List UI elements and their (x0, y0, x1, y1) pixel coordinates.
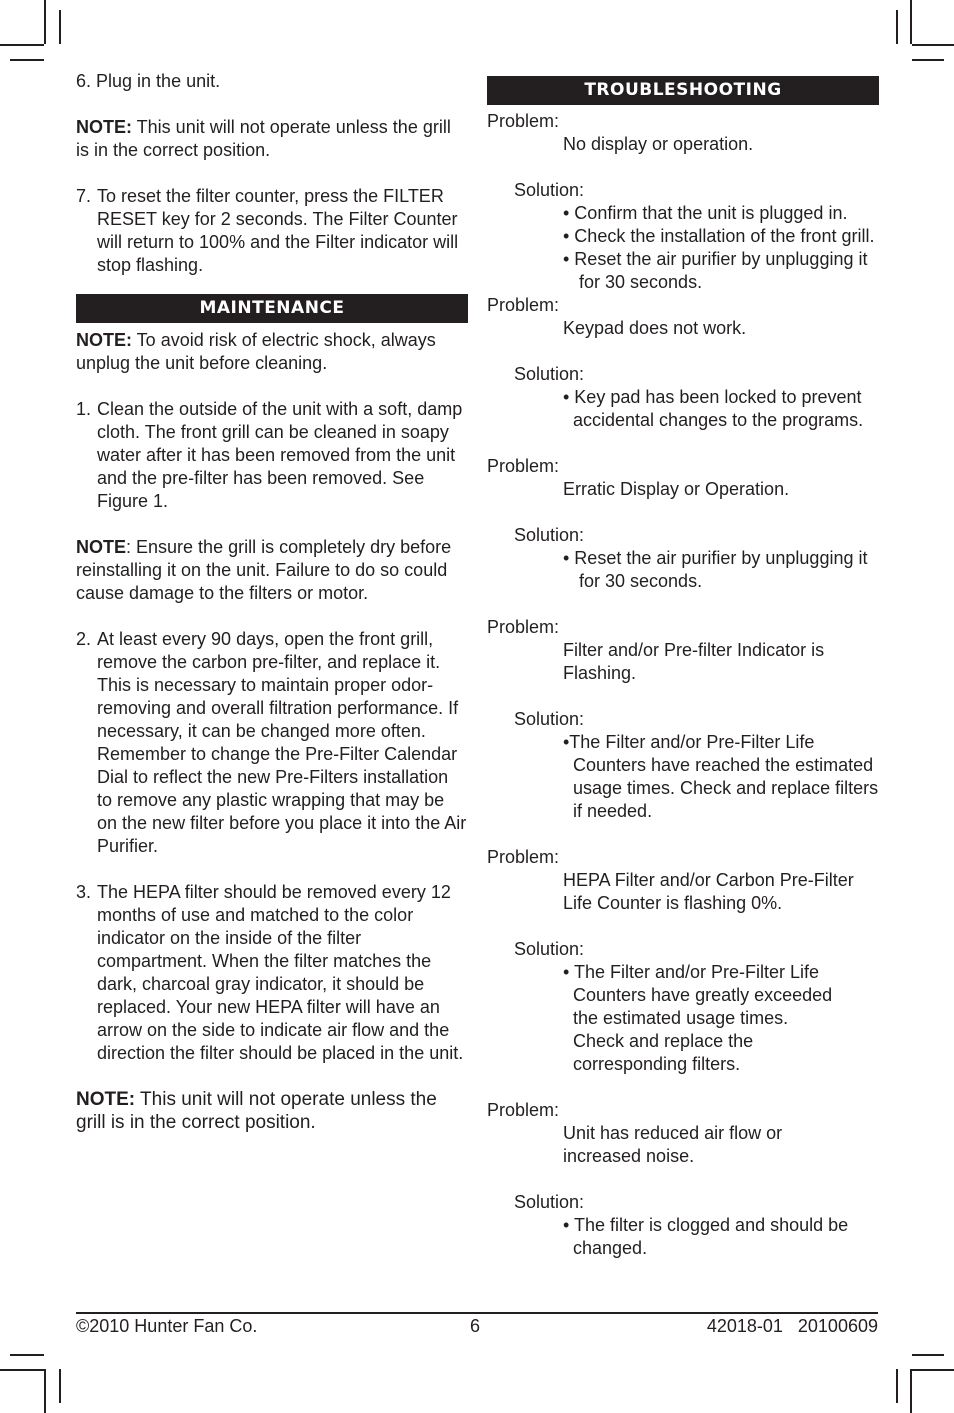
solution-label: Solution: (514, 709, 585, 729)
problem-description: Filter and/or Pre-filter Indicator is Flashing. (563, 640, 825, 683)
page-number: 6 (470, 1316, 481, 1336)
crop-mark (10, 59, 44, 61)
note-label: NOTE: (76, 1089, 136, 1110)
crop-mark (0, 44, 44, 46)
solution-list (563, 547, 879, 593)
crop-mark (912, 44, 954, 46)
solution-label: Solution: (514, 180, 585, 200)
note-grill-position (76, 116, 468, 162)
step-number: 3. (76, 882, 92, 902)
problem-description: HEPA Filter and/or Carbon Pre-Filter Life Counter is flashing 0%. (563, 870, 854, 913)
solution-label: Solution: (514, 1192, 585, 1212)
footer-copyright: ©2010 Hunter Fan Co. (76, 1316, 258, 1336)
step-text: The HEPA filter should be removed every 12 months of use and matched to the color indicator on the inside of the filter compartment. When the filter matches the dark, charcoal gray indicator, it should be replaced. Your new HEPA filter will have an arrow on the side to indicate air flow and the direction the filter should be placed in the unit. (97, 882, 464, 1063)
problem-description: Unit has reduced air flow or increased noise. (563, 1123, 783, 1166)
solution-item: • The filter is clogged and should be changed. (563, 1215, 849, 1258)
footer-doc-code: 42018-01 20100609 (706, 1316, 878, 1336)
maintenance-step-3 (76, 881, 468, 1065)
troubleshooting-entry (487, 1099, 879, 1260)
problem-label: Problem: (487, 617, 560, 637)
crop-mark (912, 59, 944, 61)
note-label: NOTE (76, 537, 127, 557)
solution-label: Solution: (514, 939, 585, 959)
solution-list (563, 1214, 879, 1260)
step-text: At least every 90 days, open the front grill, remove the carbon pre-filter, and replace it. This is necessary to maintain proper odor-removing and overall filtration performance. If necessary, it can be changed more often. Remember to change the Pre-Filter Calendar Dial to reflect the new Pre-Filters installation to remove any plastic wrapping that may be on the new filter before you place it into the Air Purifier. (97, 629, 467, 856)
troubleshooting-entry (487, 110, 879, 294)
troubleshooting-entry (487, 294, 879, 455)
maintenance-step-2 (76, 628, 468, 858)
crop-mark (10, 1354, 44, 1356)
solution-label: Solution: (514, 364, 585, 384)
solution-item: • Check the installation of the front grill. (563, 226, 875, 246)
crop-mark (59, 10, 61, 44)
problem-label: Problem: (487, 456, 560, 476)
maintenance-step-1 (76, 398, 468, 513)
step-6: 6. Plug in the unit. (76, 71, 221, 91)
crop-mark (910, 1369, 912, 1413)
problem-label: Problem: (487, 111, 560, 131)
step-7 (76, 185, 468, 277)
left-column (76, 70, 468, 1157)
crop-mark (910, 0, 912, 44)
crop-mark (912, 1369, 954, 1371)
step-number: 2. (76, 629, 92, 649)
step-number: 1. (76, 399, 92, 419)
note-label: NOTE: (76, 330, 132, 350)
note-text: This unit will not operate unless the grill is in the correct position. (76, 117, 451, 160)
solution-item: • The Filter and/or Pre-Filter Life Counters have greatly exceeded the estimated usage times. Check and replace the corresponding filters. (563, 962, 833, 1074)
step-text: To reset the filter counter, press the FILTER RESET key for 2 seconds. The Filter Counter will return to 100% and the Filter indicator will stop flashing. (97, 186, 459, 275)
footer-rule (76, 1312, 878, 1314)
crop-mark (44, 0, 46, 44)
solution-item: • Confirm that the unit is plugged in. (563, 203, 848, 223)
note-text: This unit will not operate unless the grill is in the correct position. (76, 1089, 437, 1133)
note-grill-position-final (76, 1088, 468, 1134)
crop-mark (0, 1369, 44, 1371)
solution-item: • Key pad has been locked to prevent accidental changes to the programs. (563, 387, 864, 430)
problem-label: Problem: (487, 1100, 560, 1120)
solution-item: •The Filter and/or Pre-Filter Life Counters have reached the estimated usage times. Check and replace filters if needed. (563, 732, 879, 821)
note-grill-dry (76, 536, 468, 605)
troubleshooting-entry (487, 616, 879, 846)
crop-mark (896, 10, 898, 44)
solution-label: Solution: (514, 525, 585, 545)
crop-mark (59, 1369, 61, 1403)
troubleshooting-entry (487, 455, 879, 616)
problem-label: Problem: (487, 295, 560, 315)
problem-description: No display or operation. (563, 134, 754, 154)
crop-mark (44, 1369, 46, 1413)
maintenance-header: MAINTENANCE (76, 294, 468, 323)
note-label: NOTE: (76, 117, 132, 137)
problem-description: Keypad does not work. (563, 318, 747, 338)
solution-list (563, 731, 879, 823)
note-text: To avoid risk of electric shock, always unplug the unit before cleaning. (76, 330, 436, 373)
troubleshooting-entry (487, 846, 879, 1099)
note-electric-shock (76, 329, 468, 375)
problem-description: Erratic Display or Operation. (563, 479, 790, 499)
troubleshooting-header: TROUBLESHOOTING (487, 76, 879, 105)
solution-list (563, 961, 835, 1076)
note-text: : Ensure the grill is completely dry before reinstalling it on the unit. Failure to do so could cause damage to the filters or motor. (76, 537, 452, 603)
step-number: 7. (76, 186, 92, 206)
solution-list (563, 202, 879, 294)
solution-list (563, 386, 879, 432)
solution-item: • Reset the air purifier by unplugging it for 30 seconds. (563, 548, 868, 591)
right-column (487, 70, 879, 1260)
crop-mark (912, 1354, 944, 1356)
problem-label: Problem: (487, 847, 560, 867)
solution-item: • Reset the air purifier by unplugging it for 30 seconds. (563, 249, 868, 292)
crop-mark (896, 1369, 898, 1403)
step-text: Clean the outside of the unit with a soft, damp cloth. The front grill can be cleaned in soapy water after it has been removed from the unit and the pre-filter has been removed. See Figure 1. (97, 399, 463, 511)
